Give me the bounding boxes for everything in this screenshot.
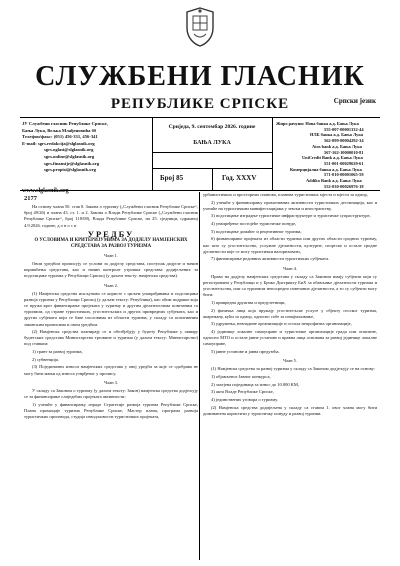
issue-date: Сриједа, 9. септембар 2026. године	[168, 124, 256, 130]
script-label: Српски језик	[333, 97, 376, 105]
document-title: УРЕДБУ	[87, 228, 135, 239]
article-heading: Члан 1.	[103, 252, 119, 258]
bank-line: Комерцијална банка а.д. Бања Лука	[290, 166, 362, 172]
coat-of-arms-icon	[183, 6, 217, 48]
bank-line: Addiko Bank а.д. Бања Лука	[306, 178, 362, 184]
header-divider-left	[152, 118, 153, 190]
paragraph: 1) објављеног Јавног конкурса,	[211, 373, 271, 379]
bank-line: 551-001-00029639-61	[324, 160, 364, 166]
publisher-website[interactable]: www.slglasnik.org	[22, 187, 69, 194]
article-heading: Члан 5.	[282, 358, 298, 364]
paragraph: 6) финансирање пројеката из области туризма или других области сродних туризму, као што су угоститељство, услужне дјелатности, културне, спортске и остале сродне дјелатности које се могу туристички валоризовати,	[203, 236, 377, 254]
bank-line: 571-010-00001065-59	[324, 172, 364, 178]
publisher-line: sgrs.online@slglasnik.org	[44, 153, 95, 159]
article-heading: Члан 2.	[103, 282, 119, 288]
publisher-line: sgrs.finansije@slglasnik.org	[44, 160, 100, 166]
publisher-info	[22, 121, 147, 194]
paragraph: 1) привредна друштва и предузетници,	[211, 299, 286, 305]
header-divider-right	[272, 118, 273, 190]
document-subtitle: О УСЛОВИМА И КРИТЕРИЈУМИМА ЗА ДОДЈЕЛУ НАМЈЕНСКИХ СРЕДСТАВА ЗА РАЗВОЈ ТУРИЗМА	[34, 237, 188, 249]
article-heading: Члан 4.	[282, 265, 298, 271]
bank-line: 555-007-00001332-44	[324, 126, 364, 132]
paragraph: (1) Намјенска средства за развој туризма у складу са Законом додјељују се на основу:	[211, 366, 375, 372]
column-left	[24, 196, 198, 422]
paragraph: 5) јавне установе и јавна предузећа.	[211, 348, 280, 354]
header-rule-bottom	[20, 190, 380, 191]
paragraph: Овом уредбом прописују се услови за додјелу средстава, поступак додјеле и начин коришћења средстава, као и начин контроле утрошка средстава додијељених за подстицање туризма у Републици Српској (у даљем тексту: намјенска средства).	[24, 261, 198, 279]
issue-city: БАЊА ЛУКА	[193, 140, 231, 146]
paragraph: 2) захтјева појединаца за износ до 10.000 КМ,	[211, 381, 299, 387]
paragraph: 4) унапређење постојеће туристичке понуде,	[211, 221, 297, 227]
gazette-title: СЛУЖБЕНИ ГЛАСНИК	[35, 61, 365, 92]
article-heading: Члан 3.	[103, 379, 119, 385]
paragraph: (1) Намјенска средства искључиво се користе с циљем унапређивања и подстицања развоја туризма у Републици Српској (у даљем тексту: Република), као обим подршке која се пружа кроз финансирање пројеката у туризму и другим дјелатностима повезаним са туризмом, од стране туристичких, угоститељских и других привредних субјеката, као и других субјеката који се баве пословима из области туризма, у складу са позитивним законским прописима и овом уредбом.	[24, 290, 198, 327]
paragraph: урбанистичких и просторних планова, планова туристичких мјеста и мјеста за одмор,	[203, 192, 368, 197]
paragraph: 3) удружења, невладине организације и остала непрофитна организације,	[211, 321, 352, 327]
paragraph: (3) Појединачни износи намјенских средстава у овој уредби за које се одобрава не могу бити мањи од износа утврђеног у пропису.	[24, 364, 198, 376]
document-number: 2177	[24, 195, 37, 202]
publisher-line: ЈУ Службени гласник Републике Српске,	[22, 121, 108, 126]
issue-rule-mid	[152, 152, 272, 153]
publisher-line: sgrs.propisi@slglasnik.org	[44, 167, 96, 173]
bank-line: UniCredit Bank а.д. Бања Лука	[302, 155, 363, 161]
paragraph: 7) финансирање редовних активности туристичких субјеката.	[211, 256, 330, 262]
publisher-line: Телефон/факс: (051) 456-331, 456-341	[22, 134, 98, 140]
paragraph: 3) акта Владе Републике Српске,	[211, 389, 274, 395]
paragraph: (2) Намјенска средства додијељена у складу са ставом 1. овог члана могу бити доминантна користити у туристичку понуду и развој туризма.	[203, 404, 377, 416]
publisher-line: Бања Лука, Вељка Млађеновића бб	[22, 127, 97, 133]
issue-rule-low	[152, 168, 272, 169]
paragraph: У складу са Законом о туризму (у даљем тексту: Закон) намјенска средства додјељују се за финансирање слиједећих пројеката активности:	[24, 387, 198, 400]
bank-line: НЛБ банка а.д. Бања Лука	[310, 132, 363, 138]
publisher-line: sgrs.oglasi@slglasnik.org	[44, 147, 94, 153]
issue-divider	[212, 168, 213, 190]
bank-line: 552-030-00026976-18	[324, 183, 364, 189]
paragraph: 2) учешће у финансирању промотивних активности туристичких дестинација, као и учешће на туристичким манифестацијама у земљи и иностранству,	[203, 199, 377, 211]
paragraph: 1) учешће у финансирању израде Стратегије развоја туризма Републике Српске, Плана промоције туризма Републике Српске, Мастер плана, програма развоја туристичких производа, студија изводљивости туристичких пројеката,	[24, 401, 198, 420]
paragraph: 3) подстицање изградње туристичке инфраструктуре и туристичке супраструктуре,	[211, 213, 371, 219]
column-divider	[199, 192, 200, 560]
bank-line: 567-162-10000010-81	[324, 149, 364, 155]
paragraph: 1) грант за развој туризма,	[32, 349, 83, 355]
bank-accounts	[276, 121, 386, 189]
paragraph: 2) субвенција.	[32, 356, 59, 362]
publisher-line: Е-mail: sgrs.redakcija@slglasnik.org	[22, 140, 95, 146]
issue-number: Број 85	[160, 174, 184, 182]
preamble: На основу члана 50. став 8. Закона о туризму („Службени гласник Републике Српске“, број 49/26) и члана 43. ст. 1. и 2. Закона о Влади Републике Српске („Службени гласник Републике Српске“, број 118/08), Влада Републике Српске, на 25. сједници, одржаној 4.9.2026. године, д о н о с и	[24, 204, 198, 228]
paragraph: 5) подстицање домаћег и рецептивног туризма,	[211, 228, 302, 234]
paragraph: Право на додјелу намјенских средстава у складу са Законом имају субјекти који су регистровани у Републици и у Брчко Дистрикту БиХ за обављање дјелатности туризма и угоститељства, или са туризмом непосредно повезаних дјелатности, а то су субјекти могу бити:	[203, 273, 377, 298]
header-rule-top	[20, 117, 380, 118]
paragraph: 4) јединствених уговора о туризму.	[211, 396, 279, 402]
paragraph: (2) Намјенска средства планирају се и обезбјеђују у буџету Републике у оквиру буџетских средстава Министарства трговине и туризма (у даљем тексту: Министарство) под ставком:	[24, 329, 198, 347]
issue-year: Год. XXXV	[222, 174, 257, 182]
bank-line: Atos bank а.д. Бања Лука	[312, 143, 362, 149]
bank-line: Жиро рачуни: Нова банка а.д. Бања Лука	[276, 121, 359, 126]
bank-line: 562-099-00004292-34	[324, 138, 364, 144]
paragraph: 4) јединице локалне самоуправе и туристичке организације града или општине, односно МТО и остале јавне установе и правна лица основана за развој јединице локалне самоуправе,	[203, 328, 377, 347]
paragraph: 2) физичка лица која пружају угоститељске услуге у објекту сеоског туризма, апартману, кући за одмор, односно собе за изнајмљивање,	[203, 307, 377, 319]
gazette-subtitle: РЕПУБЛИКЕ СРПСКЕ	[110, 96, 290, 112]
column-right	[203, 192, 377, 418]
